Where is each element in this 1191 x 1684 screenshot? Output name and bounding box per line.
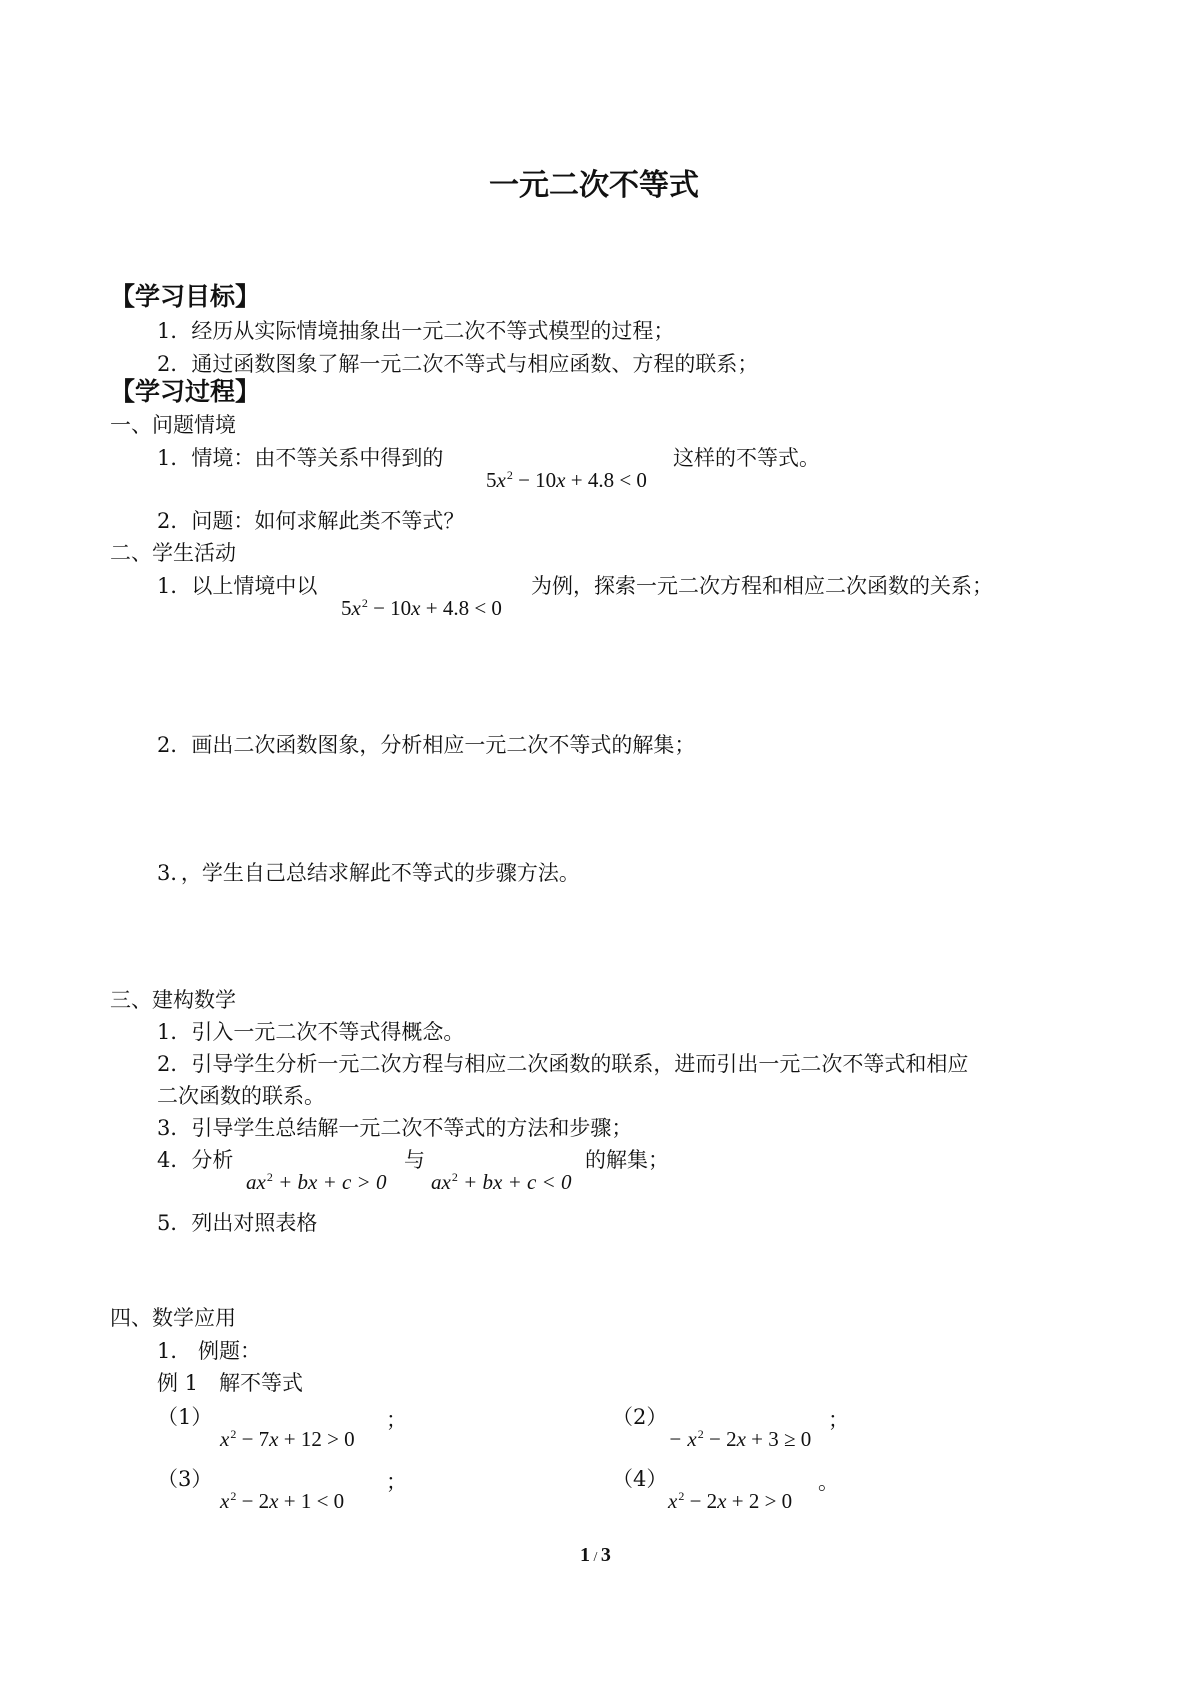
goals-heading: 【学习目标】 xyxy=(110,282,261,311)
example-part-4-suffix: 。 xyxy=(818,1470,839,1494)
goal-item-1: 1．经历从实际情境抽象出一元二次不等式模型的过程； xyxy=(157,319,675,343)
activity-item-1-prefix: 1．以上情境中以 xyxy=(157,574,318,598)
example-part-3-suffix: ； xyxy=(386,1470,407,1494)
example-part-3-label: （3） xyxy=(157,1467,213,1491)
example-part-2-inequality: − $x^2 - 2x + 3 \ge 0$ xyxy=(668,1427,812,1451)
example-part-1-label: （1） xyxy=(157,1405,213,1429)
construct-item-4-prefix: 4．分析 xyxy=(157,1148,234,1172)
goal-item-2: 2．通过函数图象了解一元二次不等式与相应函数、方程的联系； xyxy=(157,352,759,376)
inequality-general-gt: $ax^2$ + bx + c > 0 xyxy=(246,1170,387,1194)
example-part-3-inequality: $x^2 - 2x + 1 < 0$ xyxy=(220,1489,345,1513)
example-part-1-inequality: $x^2 - 7x + 12 > 0$ xyxy=(220,1427,355,1451)
construct-item-5: 5．列出对照表格 xyxy=(157,1211,318,1235)
problem-item-1-suffix: 这样的不等式。 xyxy=(673,446,820,470)
process-heading: 【学习过程】 xyxy=(110,377,261,406)
inequality-main-1: $5x^2 - 10x + 4.8 < 0$ xyxy=(486,468,647,492)
problem-item-2: 2．问题：如何求解此类不等式？ xyxy=(157,509,465,533)
construct-item-4-mid: 与 xyxy=(404,1148,425,1172)
example-1-label: 例 1 解不等式 xyxy=(157,1371,304,1395)
example-part-4-label: （4） xyxy=(612,1467,668,1491)
application-heading: 四、数学应用 xyxy=(110,1306,236,1330)
construct-heading: 三、建构数学 xyxy=(110,988,236,1012)
example-part-2-suffix: ； xyxy=(828,1408,849,1432)
page-title: 一元二次不等式 xyxy=(489,168,699,203)
activity-item-1-suffix: 为例，探索一元二次方程和相应二次函数的关系； xyxy=(531,574,993,598)
problem-item-1-prefix: 1．情境：由不等关系中得到的 xyxy=(157,446,444,470)
example-part-4-inequality: $x^2 - 2x + 2 > 0$ xyxy=(668,1489,793,1513)
application-item-1: 1． 例题： xyxy=(157,1339,262,1363)
problem-heading: 一、问题情境 xyxy=(110,413,236,437)
example-part-2-label: （2） xyxy=(612,1405,668,1429)
example-part-1-suffix: ； xyxy=(386,1408,407,1432)
page-number: 1 / 3 xyxy=(580,1544,611,1566)
activity-item-2: 2．画出二次函数图象，分析相应一元二次不等式的解集； xyxy=(157,733,696,757)
inequality-main-2: $5x^2 - 10x + 4.8 < 0$ xyxy=(341,596,502,620)
construct-item-4-suffix: 的解集； xyxy=(585,1148,669,1172)
activity-heading: 二、学生活动 xyxy=(110,541,236,565)
activity-item-3: 3．，学生自己总结求解此不等式的步骤方法。 xyxy=(157,861,580,885)
inequality-general-lt: $ax^2$ + bx + c < 0 xyxy=(431,1170,572,1194)
construct-item-2-line-2: 二次函数的联系。 xyxy=(157,1084,325,1108)
construct-item-2-line-1: 2．引导学生分析一元二次方程与相应二次函数的联系，进而引出一元二次不等式和相应 xyxy=(157,1052,969,1076)
construct-item-1: 1．引入一元二次不等式得概念。 xyxy=(157,1020,465,1044)
construct-item-3: 3．引导学生总结解一元二次不等式的方法和步骤； xyxy=(157,1116,633,1140)
